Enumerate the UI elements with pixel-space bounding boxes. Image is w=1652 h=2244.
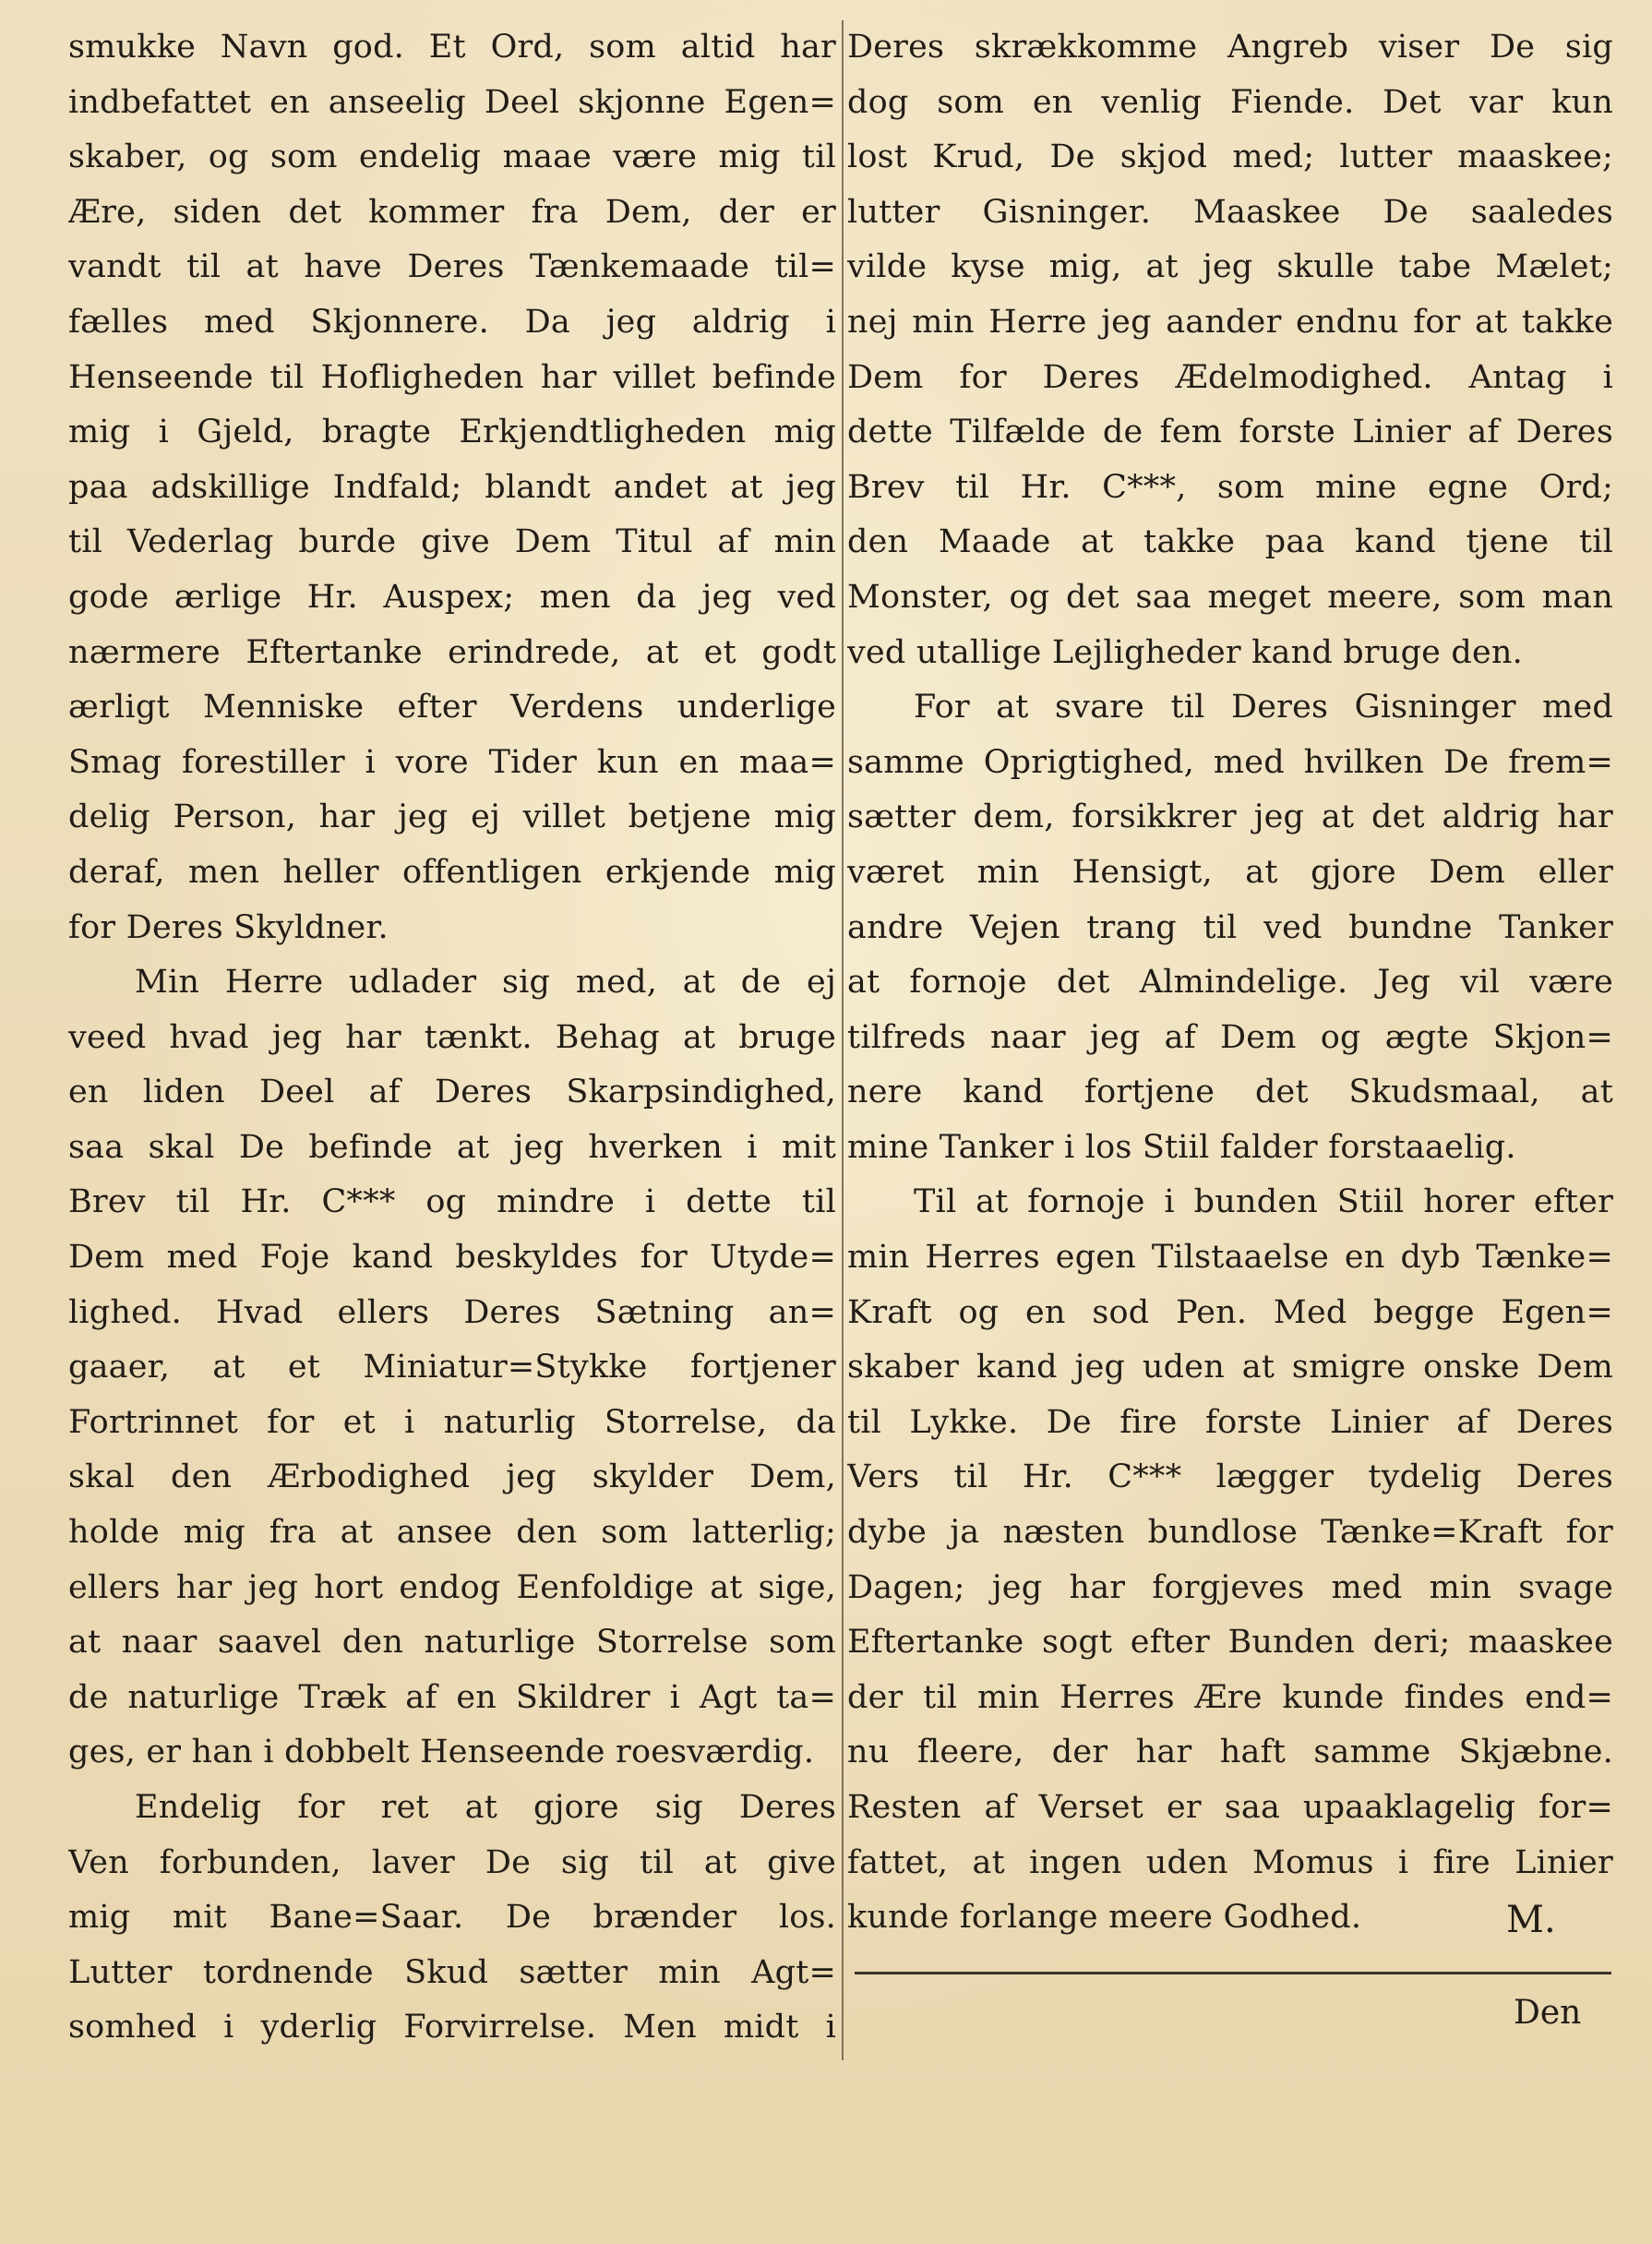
text-line: at naar saavel den naturlige Storrelse som [68, 1624, 836, 1662]
text-line: Brev til Hr. C***, som mine egne Ord; [847, 468, 1613, 506]
text-line: Dem med Foje kand beskyldes for Utyde= [68, 1239, 836, 1277]
text-line: For at svare til Deres Gisninger med [914, 689, 1613, 726]
text-line: fattet, at ingen uden Momus i fire Linier [847, 1843, 1613, 1881]
text-line: paa adskillige Indfald; blandt andet at jeg [68, 468, 836, 506]
text-line: den Maade at takke paa kand tjene til [847, 523, 1613, 561]
right-text-column [847, 20, 1613, 1946]
text-line: nu fleere, der har haft samme Skjæbne. [847, 1734, 1613, 1771]
text-line: Deres skrækkomme Angreb viser De sig [847, 29, 1613, 66]
text-line: ellers har jeg hort endog Eenfoldige at sige, [68, 1568, 836, 1606]
end-of-letter-rule [855, 1972, 1611, 1974]
text-line: ges, er han i dobbelt Henseende roesværdig. [68, 1734, 815, 1771]
text-line: Til at fornoje i bunden Stiil horer efter [914, 1183, 1613, 1221]
text-line: Eftertanke sogt efter Bunden deri; maaskee [847, 1624, 1613, 1662]
text-line: indbefattet en anseelig Deel skjonne Egen= [68, 83, 836, 121]
text-line: mig mit Bane=Saar. De brænder los. [68, 1899, 836, 1937]
text-line: fælles med Skjonnere. Da jeg aldrig i [68, 303, 836, 341]
text-line: for Deres Skyldner. [68, 908, 389, 946]
text-line: Ære, siden det kommer fra Dem, der er [68, 193, 836, 231]
text-line: vilde kyse mig, at jeg skulle tabe Mælet; [847, 248, 1613, 286]
text-line: holde mig fra at ansee den som latterlig; [68, 1514, 836, 1552]
text-line: sætter dem, forsikkrer jeg at det aldrig har [847, 798, 1613, 836]
text-line: ærligt Menniske efter Verdens underlige [68, 689, 836, 726]
text-line: været min Hensigt, at gjore Dem eller [847, 853, 1613, 891]
text-line: samme Oprigtighed, med hvilken De frem= [847, 743, 1613, 781]
text-line: til Lykke. De fire forste Linier af Deres [847, 1403, 1613, 1441]
text-line: tilfreds naar jeg af Dem og ægte Skjon= [847, 1018, 1613, 1056]
text-line: Lutter tordnende Skud sætter min Agt= [68, 1953, 836, 1991]
text-line: mine Tanker i los Stiil falder forstaaelig. [847, 1128, 1516, 1166]
text-line: nere kand fortjene det Skudsmaal, at [847, 1074, 1613, 1111]
text-line: mig i Gjeld, bragte Erkjendtligheden mig [68, 414, 836, 451]
text-line: nej min Herre jeg aander endnu for at takke [847, 303, 1613, 341]
text-line: nærmere Eftertanke erindrede, at et godt [68, 633, 836, 671]
text-line: deraf, men heller offentligen erkjende mig [68, 853, 836, 891]
text-line: dette Tilfælde de fem forste Linier af Deres [847, 414, 1613, 451]
catchword: Den [1514, 1994, 1582, 2032]
text-line: gaaer, at et Miniatur=Stykke fortjener [68, 1349, 836, 1386]
text-line: lost Krud, De skjod med; lutter maaskee; [847, 138, 1613, 176]
letter-signature: M. [1506, 1899, 1556, 1941]
text-line: saa skal De befinde at jeg hverken i mit [68, 1128, 836, 1166]
text-line: Kraft og en sod Pen. Med begge Egen= [847, 1293, 1613, 1331]
text-line: Vers til Hr. C*** lægger tydelig Deres [847, 1458, 1613, 1496]
text-line: somhed i yderlig Forvirrelse. Men midt i [68, 2009, 836, 2046]
text-line: skaber, og som endelig maae være mig til [68, 138, 836, 176]
text-line: vandt til at have Deres Tænkemaade til= [68, 248, 836, 286]
text-line: Brev til Hr. C*** og mindre i dette til [68, 1183, 836, 1221]
left-text-column [68, 20, 836, 2056]
text-line: andre Vejen trang til ved bundne Tanker [847, 908, 1613, 946]
text-line: skal den Ærbodighed jeg skylder Dem, [68, 1458, 836, 1496]
text-line: Resten af Verset er saa upaaklagelig for= [847, 1789, 1613, 1826]
text-line: skaber kand jeg uden at smigre onske Dem [847, 1349, 1613, 1386]
text-line: Dagen; jeg har forgjeves med min svage [847, 1568, 1613, 1606]
text-line: Monster, og det saa meget meere, som man [847, 578, 1613, 616]
text-line: Henseende til Hofligheden har villet befinde [68, 358, 836, 396]
text-line: til Vederlag burde give Dem Titul af min [68, 523, 836, 561]
text-line: Min Herre udlader sig med, at de ej [135, 964, 836, 1002]
text-line: dybe ja næsten bundlose Tænke=Kraft for [847, 1514, 1613, 1552]
text-line: veed hvad jeg har tænkt. Behag at bruge [68, 1018, 836, 1056]
text-line: min Herres egen Tilstaaelse en dyb Tænke= [847, 1239, 1613, 1277]
text-line: delig Person, har jeg ej villet betjene mig [68, 798, 836, 836]
text-line: Ven forbunden, laver De sig til at give [68, 1843, 836, 1881]
text-line: lighed. Hvad ellers Deres Sætning an= [68, 1293, 836, 1331]
text-line: Fortrinnet for et i naturlig Storrelse, da [68, 1403, 836, 1441]
text-line: der til min Herres Ære kunde findes end= [847, 1678, 1613, 1716]
text-line: lutter Gisninger. Maaskee De saaledes [847, 193, 1613, 231]
text-line: smukke Navn god. Et Ord, som altid har [68, 29, 836, 66]
text-line: Dem for Deres Ædelmodighed. Antag i [847, 358, 1613, 396]
text-line: Endelig for ret at gjore sig Deres [135, 1789, 836, 1826]
text-line: kunde forlange meere Godhed. [847, 1899, 1362, 1937]
text-line: gode ærlige Hr. Auspex; men da jeg ved [68, 578, 836, 616]
text-line: de naturlige Træk af en Skildrer i Agt ta= [68, 1678, 836, 1716]
column-divider-rule [842, 20, 844, 2060]
text-line: at fornoje det Almindelige. Jeg vil være [847, 964, 1613, 1002]
text-line: ved utallige Lejligheder kand bruge den. [847, 633, 1523, 671]
text-line: dog som en venlig Fiende. Det var kun [847, 83, 1613, 121]
text-line: Smag forestiller i vore Tider kun en maa= [68, 743, 836, 781]
text-line: en liden Deel af Deres Skarpsindighed, [68, 1074, 836, 1111]
